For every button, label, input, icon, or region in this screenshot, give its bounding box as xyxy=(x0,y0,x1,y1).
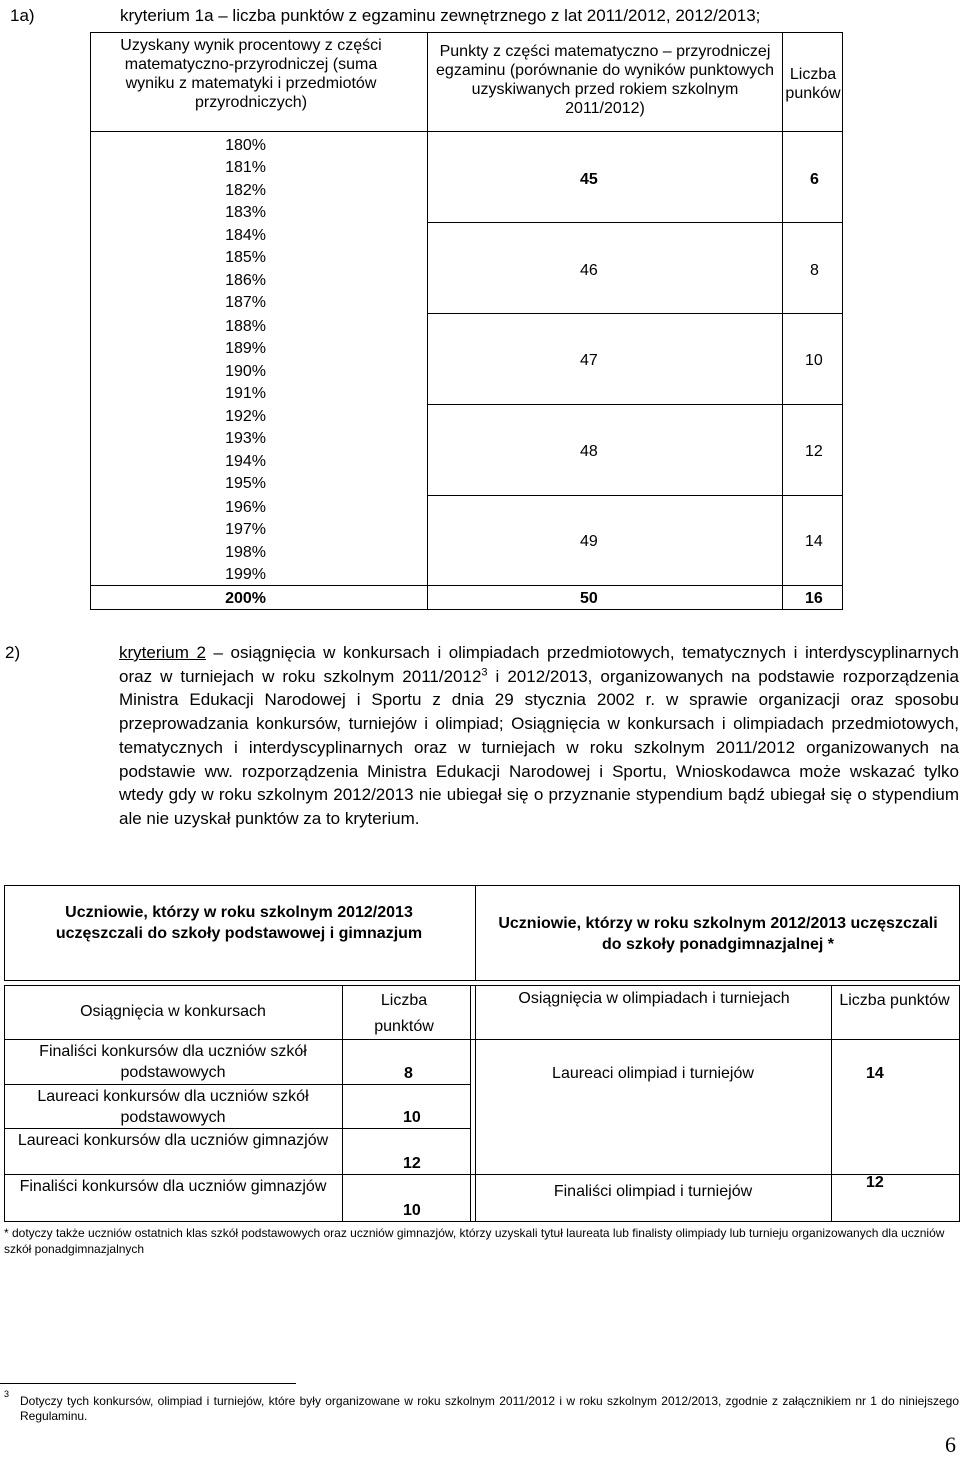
criterion-2-paragraph xyxy=(5,641,960,831)
header-secondary-schools: Uczniowie, którzy w roku szkolnym 2012/2013 uczęszczali do szkoły ponadgimnazjalnej * xyxy=(498,915,938,953)
pct-cell: 194% xyxy=(225,453,266,470)
score-cell: 8 xyxy=(810,262,819,279)
header-score: Liczba punków xyxy=(785,66,841,102)
paragraph-text-1: – osiągnięcia w konkursach i olimpiadach przedmiotowych, tematycznych i interdyscyplinarnych oraz w turniejach w roku szkolnym 2011/2012 xyxy=(119,643,960,686)
row-label: Finaliści konkursów dla uczniów szkół podstawowych xyxy=(39,1043,307,1081)
points-cell: 45 xyxy=(580,171,598,188)
points-cell: 48 xyxy=(580,443,598,460)
pct-cell: 185% xyxy=(225,249,266,266)
row-label: Laureaci konkursów dla uczniów szkół podstawowych xyxy=(37,1088,309,1126)
footnote-ref: 3 xyxy=(481,666,488,679)
pct-cell: 188% xyxy=(225,318,266,335)
row-value: 14 xyxy=(866,1065,884,1082)
criterion-1a-table xyxy=(90,32,843,610)
footnote-mark: 3 xyxy=(4,1389,10,1399)
paragraph-text-2: i 2012/2013, organizowanych na podstawie rozporządzenia Ministra Edukacji Narodowej i Sportu z dnia 29 stycznia 2002 r. w sprawie organizacji oraz sposobu przeprowadzania konkursów, turniejów i olimpiad; Osiągnięcia w konkursach i olimpiadach przedmiotowych, tematycznych i interdyscyplinarnych oraz w turniejach w roku szkolnym 2011/2012 organizowanych na podstawie ww. rozporządzenia Ministra Edukacji Narodowej i Sportu, Wnioskodawca może wskazać tylko wtedy gdy w roku szkolnym 2012/2013 nie ubiegał się o przyznanie stypendium bądź ubiegał się o stypendium ale nie uzyskał punktów za to kryterium. xyxy=(119,666,959,828)
col-points-left: Liczba punktów xyxy=(374,992,434,1035)
score-cell: 14 xyxy=(805,533,823,550)
points-cell: 49 xyxy=(580,533,598,550)
heading-text: kryterium 1a – liczba punktów z egzaminu zewnętrznego z lat 2011/2012, 2012/2013; xyxy=(120,6,761,25)
pct-cell: 196% xyxy=(225,499,266,516)
pct-cell: 180% xyxy=(225,137,266,154)
pct-cell: 186% xyxy=(225,272,266,289)
score-cell: 12 xyxy=(805,443,823,460)
pct-cell: 182% xyxy=(225,182,266,199)
pct-cell: 192% xyxy=(225,408,266,425)
table-note: * dotyczy także uczniów ostatnich klas szkół podstawowych oraz uczniów gimnazjów, którzy uzyskali tytuł laureata lub finalisty olimpiady lub turnieju organizowanych dla uczniów szkół ponadgimnazjalnych xyxy=(4,1226,945,1256)
pct-cell: 187% xyxy=(225,294,266,311)
row-label: Laureaci olimpiad i turniejów xyxy=(552,1065,754,1082)
pct-cell: 193% xyxy=(225,430,266,447)
pct-cell: 181% xyxy=(225,159,266,176)
points-cell: 46 xyxy=(580,262,598,279)
col-achievements-olympiads: Osiągnięcia w olimpiadach i turniejach xyxy=(518,990,790,1007)
pct-cell: 190% xyxy=(225,363,266,380)
pct-cell: 200% xyxy=(225,590,266,607)
pct-cell: 199% xyxy=(225,566,266,583)
pct-cell: 191% xyxy=(225,385,266,402)
criterion-2-table xyxy=(4,885,960,1222)
row-value: 8 xyxy=(404,1065,413,1082)
score-cell: 6 xyxy=(810,171,819,188)
header-percent: Uzyskany wynik procentowy z części matematyczno-przyrodniczej (suma wyniku z matematyki i przedmiotów przyrodniczych) xyxy=(120,37,382,111)
pct-cell: 189% xyxy=(225,340,266,357)
criterion-2-lead: kryterium 2 xyxy=(119,643,206,662)
pct-cell: 197% xyxy=(225,521,266,538)
row-value: 12 xyxy=(866,1174,884,1191)
footnote-text: Dotyczy tych konkursów, olimpiad i turniejów, które były organizowane w roku szkolnym 2011/2012 i w roku szkolnym 2012/2013, zgodnie z załącznikiem nr 1 do niniejszego Regulaminu. xyxy=(20,1394,959,1423)
row-value: 12 xyxy=(403,1155,421,1172)
points-cell: 50 xyxy=(580,590,598,607)
pct-cell: 184% xyxy=(225,227,266,244)
heading-number: 1a) xyxy=(10,6,35,25)
row-label: Laureaci konkursów dla uczniów gimnazjów xyxy=(17,1132,329,1149)
pct-cell: 198% xyxy=(225,544,266,561)
page-number: 6 xyxy=(945,1432,956,1457)
col-points-right: Liczba punktów xyxy=(839,992,950,1009)
row-value: 10 xyxy=(403,1109,421,1126)
row-value: 10 xyxy=(403,1202,421,1219)
row-label: Finaliści konkursów dla uczniów gimnazjów xyxy=(19,1178,327,1195)
pct-cell: 183% xyxy=(225,204,266,221)
footnote-separator xyxy=(0,1383,296,1384)
header-primary-schools: Uczniowie, którzy w roku szkolnym 2012/2013 uczęszczali do szkoły podstawowej i gimnazjum xyxy=(55,904,423,942)
score-cell: 10 xyxy=(805,352,823,369)
header-points-part: Punkty z części matematyczno – przyrodniczej egzaminu (porównanie do wyników punktowych uzyskiwanych przed rokiem szkolnym 2011/2012) xyxy=(436,43,774,117)
row-label: Finaliści olimpiad i turniejów xyxy=(553,1183,753,1200)
footnote xyxy=(4,1389,959,1424)
score-cell: 16 xyxy=(805,590,823,607)
pct-cell: 195% xyxy=(225,475,266,492)
col-achievements-contests: Osiągnięcia w konkursach xyxy=(80,1003,266,1020)
points-cell: 47 xyxy=(580,352,598,369)
paragraph-number: 2) xyxy=(5,643,21,662)
